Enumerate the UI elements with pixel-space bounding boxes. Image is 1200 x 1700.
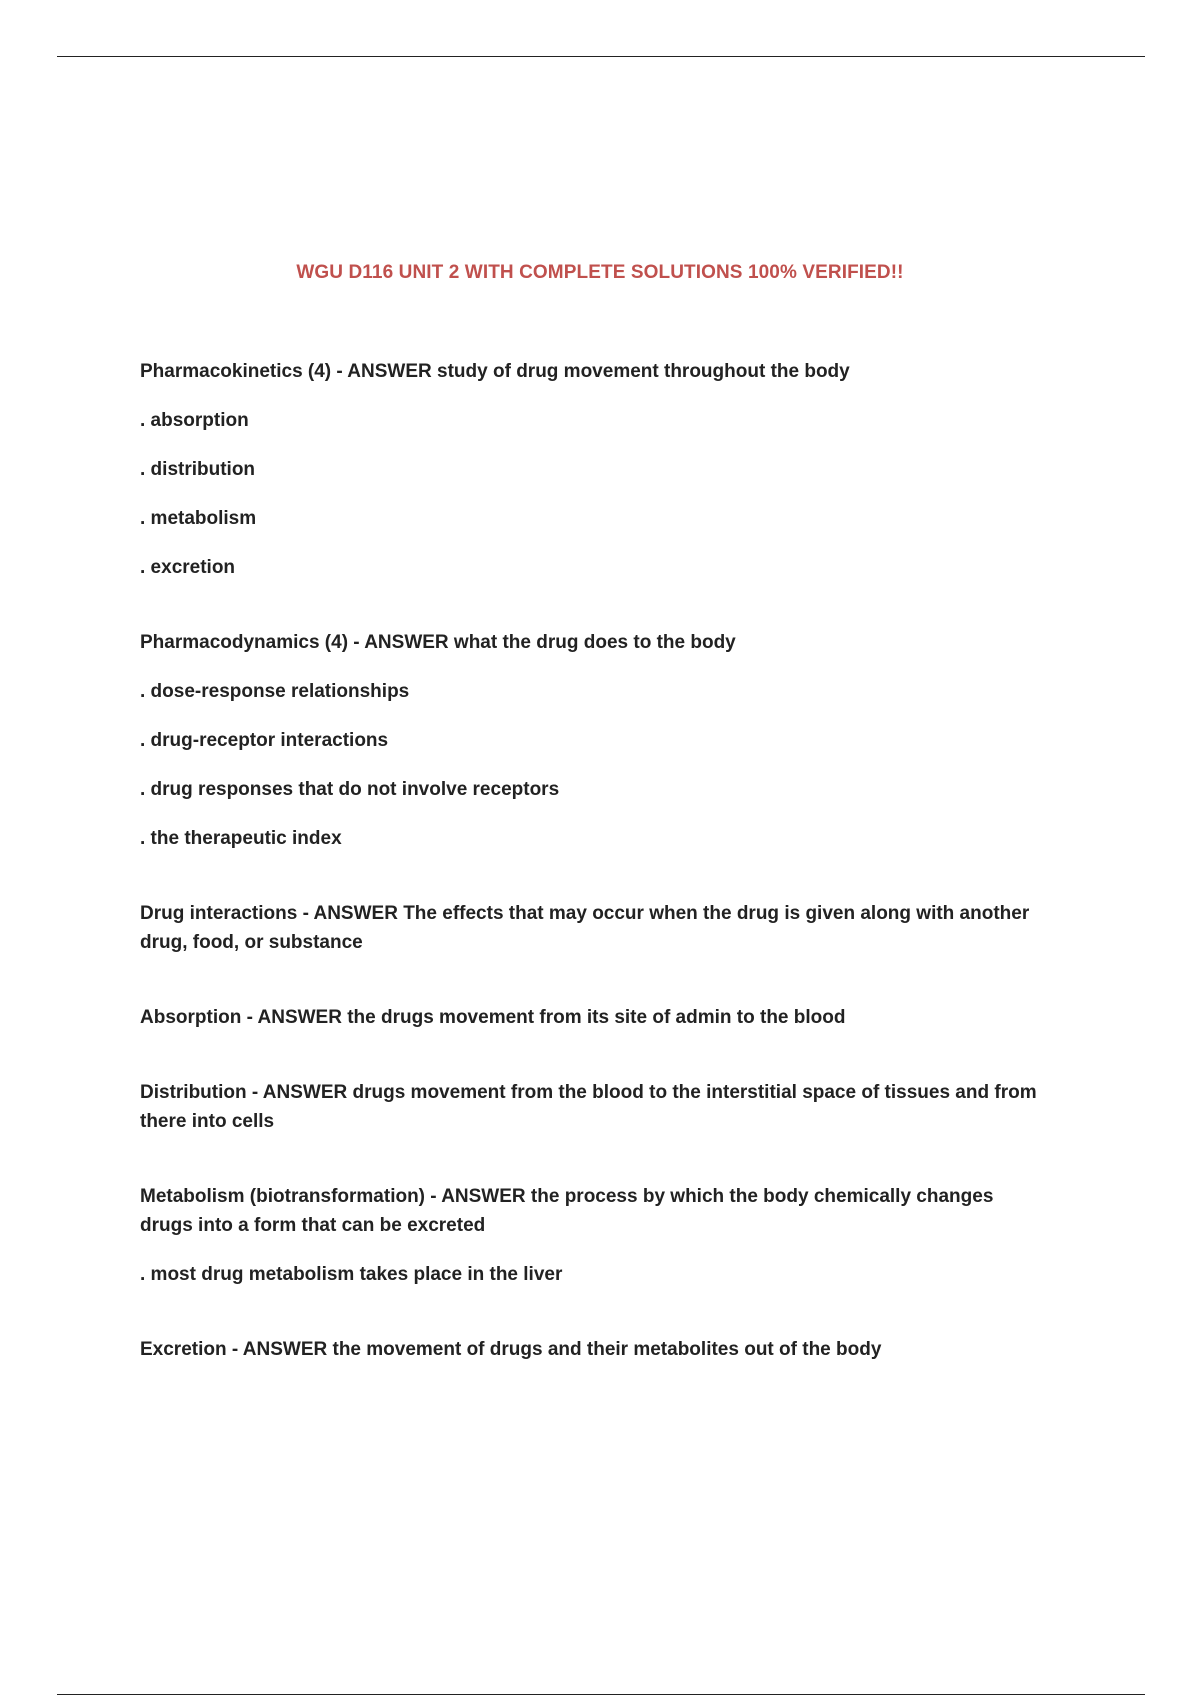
bullet-item: . most drug metabolism takes place in the liver (140, 1264, 563, 1285)
entry-pharmacokinetics (140, 357, 1040, 582)
bullet-item: . drug responses that do not involve receptors (140, 779, 560, 800)
entry-text: Drug interactions - ANSWER The effects that may occur when the drug is given along with another drug, food, or substance (140, 903, 1030, 953)
bullet-item: . the therapeutic index (140, 828, 342, 849)
entry-text: Excretion - ANSWER the movement of drugs and their metabolites out of the body (140, 1339, 882, 1360)
bullet-item: . metabolism (140, 508, 257, 529)
entry-text: Metabolism (biotransformation) - ANSWER the process by which the body chemically changes drugs into a form that can be excreted (140, 1186, 994, 1236)
entry-distribution (140, 1078, 1040, 1136)
bullet-item: . excretion (140, 557, 236, 578)
bullet-item: . dose-response relationships (140, 681, 410, 702)
bullet-item: . absorption (140, 410, 249, 431)
entry-text: Pharmacokinetics (4) - ANSWER study of drug movement throughout the body (140, 361, 850, 382)
entry-text: Absorption - ANSWER the drugs movement from its site of admin to the blood (140, 1007, 846, 1028)
entry-drug-interactions (140, 899, 1040, 957)
qa-content (140, 357, 1040, 1364)
document-title: WGU D116 UNIT 2 WITH COMPLETE SOLUTIONS 100% VERIFIED!! (296, 262, 904, 283)
entry-text: Distribution - ANSWER drugs movement from the blood to the interstitial space of tissues and from there into cells (140, 1082, 1037, 1132)
entry-pharmacodynamics (140, 628, 1040, 853)
entry-excretion (140, 1335, 1040, 1364)
entry-absorption (140, 1003, 1040, 1032)
bullet-item: . drug-receptor interactions (140, 730, 389, 751)
bottom-rule (57, 1694, 1145, 1695)
top-rule (57, 56, 1145, 57)
entry-metabolism (140, 1182, 1040, 1289)
entry-text: Pharmacodynamics (4) - ANSWER what the drug does to the body (140, 632, 736, 653)
bullet-item: . distribution (140, 459, 256, 480)
